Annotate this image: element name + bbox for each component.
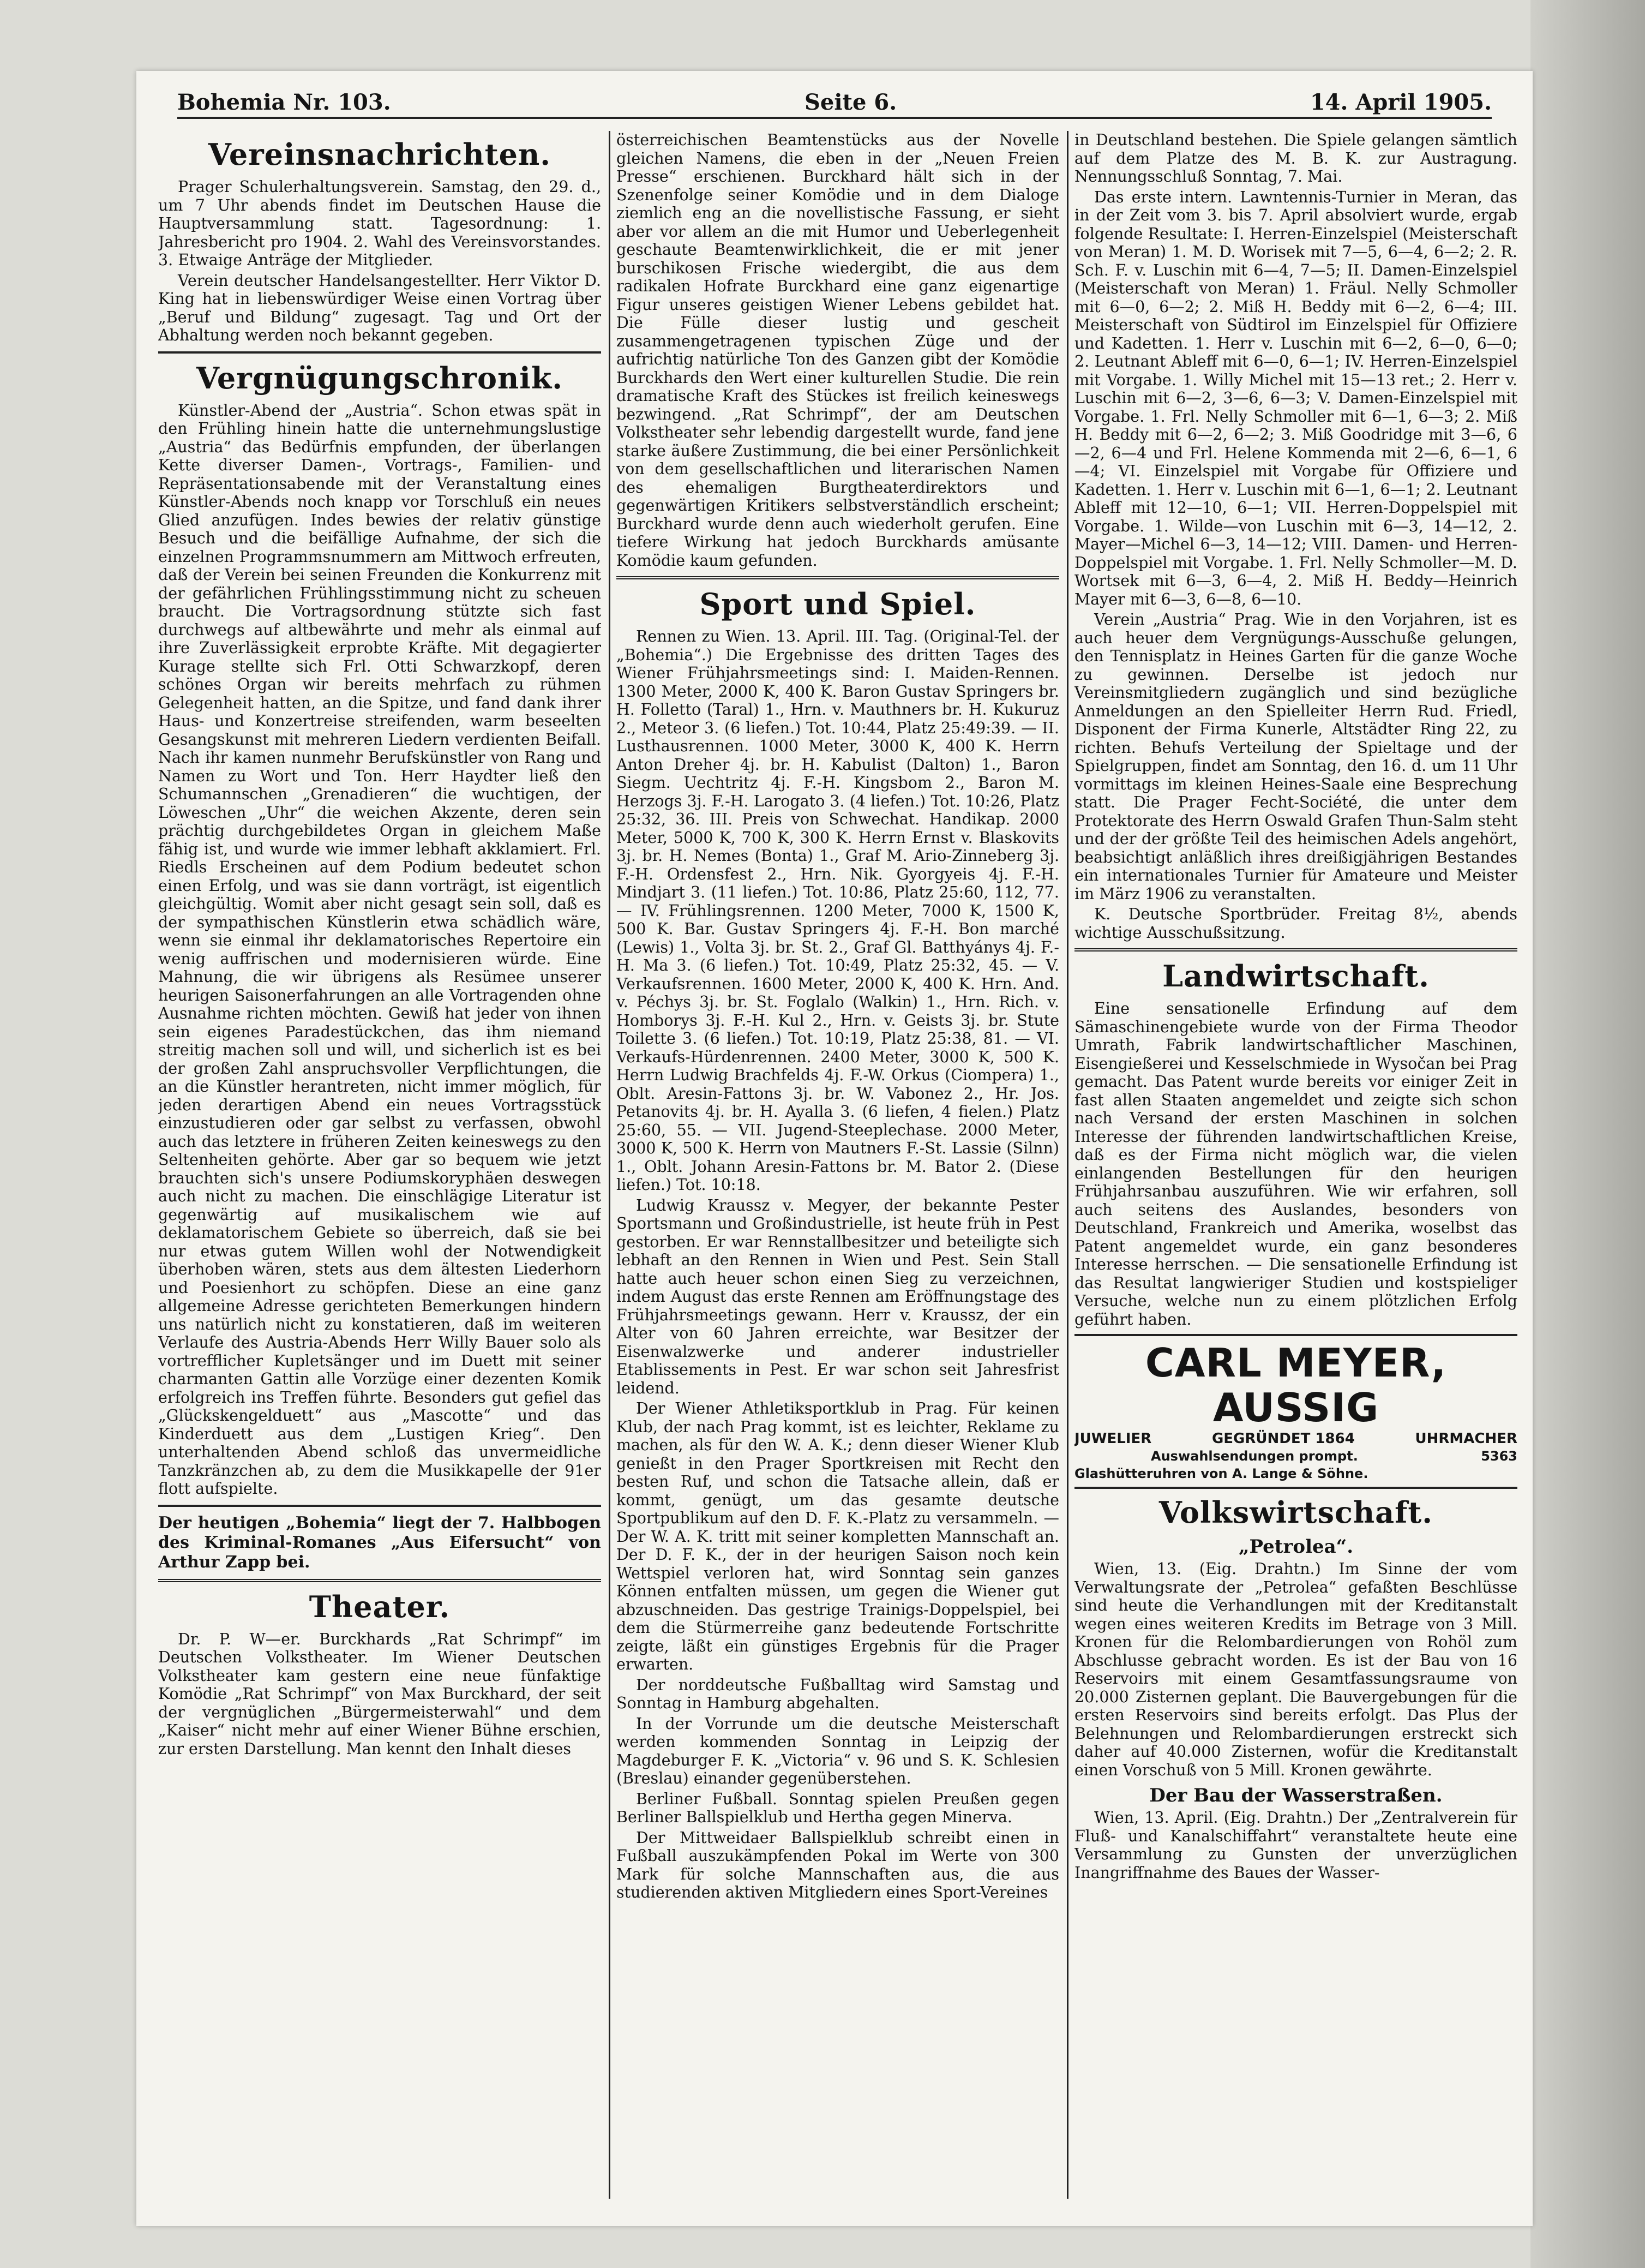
ad-text: JUWELIER [1074, 1431, 1152, 1447]
article-paragraph: Dr. P. W—er. Burckhards „Rat Schrimpf“ im Deutschen Volkstheater. Im Wiener Deutschen Volkstheater kam gestern eine neue fünfaktige Komödie „Rat Schrimpf“ von Max Burckhard, der seit der vergnüglichen „Bürgermeisterwahl“ und dem „Kaiser“ nicht mehr auf einer Wiener Bühne erschien, zur ersten Darstellung. Man kennt den Inhalt dieses [158, 1630, 601, 1758]
masthead-date: 14. April 1905. [1310, 89, 1492, 115]
article-paragraph: Prager Schulerhaltungsverein. Samstag, den 29. d., um 7 Uhr abends findet im Deutschen Hause die Hauptversammlung statt. Tagesordnung: 1. Jahresbericht pro 1904. 2. Wahl des Vereinsvorstandes. 3. Etwaige Anträge der Mitglieder. [158, 178, 601, 269]
article-paragraph: in Deutschland bestehen. Die Spiele gelangen sämtlich auf dem Platze des M. B. K. zur Austragung. Nennungsschluß Sonntag, 7. Mai. [1074, 131, 1517, 185]
masthead [177, 85, 1492, 119]
article-paragraph: Das erste intern. Lawntennis-Turnier in Meran, das in der Zeit vom 3. bis 7. April absolviert wurde, ergab folgende Resultate: I. Herren-Einzelspiel (Meisterschaft von Meran) 1. M. D. Worisek mit 7—5, 6—4, 6—2; 2. R. Sch. F. v. Luschin mit 6—4, 7—5; II. Damen-Einzelspiel (Meisterschaft von Meran) 1. Fräul. Nelly Schmoller mit 6—0, 6—2; 2. Miß H. Beddy mit 6—2, 6—4; III. Meisterschaft von Südtirol im Einzelspiel für Offiziere und Kadetten. 1. Herr v. Luschin mit 6—2, 6—0, 6—0; 2. Leutnant Ableff mit 6—0, 6—1; IV. Herren-Einzelspiel mit Vorgabe. 1. Willy Michel mit 15—13 ret.; 2. Herr v. Luschin mit 6—2, 3—6, 6—3; V. Damen-Einzelspiel mit Vorgabe. 1. Frl. Nelly Schmoller mit 6—1, 6—3; 2. Miß H. Beddy mit 6—2, 6—2; 3. Miß Goodridge mit 3—6, 6—2, 6—4 und Frl. Helene Kommenda mit 2—6, 6—1, 6—4; VI. Einzelspiel mit Vorgabe für Offiziere und Kadetten. 1. Herr v. Luschin mit 6—1, 6—1; 2. Leutnant Ableff mit 12—10, 6—1; VII. Herren-Doppelspiel mit Vorgabe. 1. Wilde—von Luschin mit 6—3, 14—12, 2. Mayer—Michel 6—3, 14—12; VIII. Damen- und Herren-Doppelspiel mit Vorgabe. 1. Frl. Nelly Schmoller—M. D. Wortsek mit 6—3, 6—4, 2. Miß H. Beddy—Heinrich Mayer mit 6—3, 6—8, 6—10. [1074, 188, 1517, 608]
section-title-landwirtschaft: Landwirtschaft. [1162, 959, 1430, 994]
article-paragraph: Berliner Fußball. Sonntag spielen Preußen gegen Berliner Ballspielklub und Hertha gegen Minerva. [616, 1790, 1059, 1826]
article-paragraph: Verein „Austria“ Prag. Wie in den Vorjahren, ist es auch heuer dem Vergnügungs-Ausschuße gelungen, den Tennisplatz in Heines Garten für die ganze Woche zu gewinnen. Derselbe ist jedoch nur Vereinsmitgliedern zugänglich und sind bezügliche Anmeldungen an den Spielleiter Herrn Rud. Friedl, Disponent der Firma Kunerle, Altstädter Ring 22, zu richten. Behufs Verteilung der Spieltage und der Spielgruppen, findet am Sonntag, den 16. d. um 11 Uhr vormittags im kleinen Heines-Saale eine Besprechung statt. Die Prager Fecht-Société, die unter dem Protektorate des Herrn Oswald Grafen Thun-Salm steht und der der größte Teil des heimischen Adels angehört, beabsichtigt anläßlich ihres dreißigjährigen Bestandes ein internationales Turnier für Amateure und Meister im März 1906 zu veranstalten. [1074, 611, 1517, 903]
column-1 [158, 131, 601, 2204]
column-rule [1067, 131, 1068, 2199]
article-paragraph: Eine sensationelle Erfindung auf dem Sämaschinengebiete wurde von der Firma Theodor Umrath, Fabrik landwirtschaftlicher Maschinen, Eisengießerei und Kesselschmiede in Wysočan bei Prag gemacht. Das Patent wurde bereits vor einiger Zeit in fast allen Staaten angemeldet und zeigte sich schon nach Versand der ersten Maschinen in solchen Interesse der führenden landwirtschaftlichen Kreise, daß es der Firma nicht möglich war, die vielen einlangenden Bestellungen für den heurigen Frühjahrsanbau auszuführen. Wie wir erfahren, soll auch seitens des Auslandes, besonders von Deutschland, Frankreich und Amerika, woselbst das Patent angemeldet wurde, ein ganz besonderes Interesse herrschen. — Die sensationelle Erfindung ist das Resultat langwieriger Studien und kostspieliger Versuche, welche nun zu einem plötzlichen Erfolg geführt haben. [1074, 1000, 1517, 1329]
article-paragraph: Wien, 13. April. (Eig. Drahtn.) Der „Zentralverein für Fluß- und Kanalschiffahrt“ veranstaltete heute eine Versammlung zu Gunsten der unverzüglichen Inangriffnahme des Baues der Wasser- [1074, 1809, 1517, 1882]
section-divider [616, 576, 1059, 579]
ad-text: GEGRÜNDET 1864 [1211, 1431, 1355, 1447]
article-paragraph: Rennen zu Wien. 13. April. III. Tag. (Original-Tel. der „Bohemia“.) Die Ergebnisse des dritten Tages des Wiener Frühjahrsmeetings sind: I. Maiden-Rennen. 1300 Meter, 2000 K, 400 K. Baron Gustav Springers br. H. Folletto (Taral) 1., Hrn. v. Mauthners br. H. Kukuruz 2., Meteor 3. (6 liefen.) Tot. 10:44, Platz 25:49:39. — II. Lusthausrennen. 1000 Meter, 3000 K, 400 K. Herrn Anton Dreher 4j. br. H. Kabulist (Dalton) 1., Baron Siegm. Uechtritz 4j. F.-H. Kingsbom 2., Baron M. Herzogs 3j. F.-H. Larogato 3. (4 liefen.) Tot. 10:26, Platz 25:32, 36. III. Preis von Schwechat. Handikap. 2000 Meter, 5000 K, 700 K, 300 K. Herrn Ernst v. Blaskovits 3j. br. H. Nemes (Bonta) 1., Graf M. Ario-Zinneberg 3j. F.-H. Ordensfest 2., Hrn. Nik. Gyorgyeis 4j. F.-H. Mindjart 3. (11 liefen.) Tot. 10:86, Platz 25:60, 112, 77. — IV. Frühlingsrennen. 1200 Meter, 7000 K, 1500 K, 500 K. Bar. Gustav Springers 4j. F.-H. Bon marché (Lewis) 1., Volta 3j. br. St. 2., Graf Gl. Batthyánys 4j. F.-H. Ma 3. (6 liefen.) Tot. 10:49, Platz 25:32, 45. — V. Verkaufsrennen. 1600 Meter, 2000 K, 400 K. Hrn. And. v. Péchys 3j. br. St. Foglalo (Walkin) 1., Hrn. Rich. v. Homborys 3j. F.-H. Kul 2., Hrn. v. Geists 3j. br. Stute Toilette 3. (6 liefen.) Tot. 10:19, Platz 25:38, 81. — VI. Verkaufs-Hürdenrennen. 2400 Meter, 3000 K, 500 K. Herrn Ludwig Brachfelds 4j. F.-W. Orkus (Ciompera) 1., Oblt. Aresin-Fattons 3j. br. W. Vabonez 2., Hr. Jos. Petanovits 4j. br. H. Ayalla 3. (6 liefen, 4 fielen.) Platz 25:60, 55. — VII. Jugend-Steeplechase. 2000 Meter, 3000 K, 500 K. Herrn von Mautners F.-St. Lassie (Silnn) 1., Oblt. Johann Aresin-Fattons br. M. Bator 2. (Diese liefen.) Tot. 10:18. [616, 627, 1059, 1194]
article-paragraph: Verein deutscher Handelsangestellter. Herr Viktor D. King hat in liebenswürdiger Weise einen Vortrag über „Beruf und Bildung“ zugesagt. Tag und Ort der Abhaltung werden noch bekannt gegeben. [158, 271, 601, 344]
ad-text: 5363 [1481, 1449, 1517, 1464]
supplement-notice: Der heutigen „Bohemia“ liegt der 7. Halbbogen des Kriminal-Romanes „Aus Eifersucht“ von Arthur Zapp bei. [158, 1513, 601, 1572]
ad-text: Glashütteruhren von A. Lange & Söhne. [1074, 1466, 1368, 1481]
masthead-issue: Bohemia Nr. 103. [177, 89, 391, 115]
article-paragraph: Künstler-Abend der „Austria“. Schon etwas spät in den Frühling hinein hatte die unternehmungslustige „Austria“ das Bedürfnis empfunden, der überlangen Kette diverser Damen-, Vortrags-, Familien- und Repräsentationsabende mit der Veranstaltung eines Künstler-Abends noch knapp vor Torschluß ein neues Glied anzufügen. Indes bewies der relativ günstige Besuch und die beifällige Aufnahme, der sich die einzelnen Programmsnummern am Mittwoch erfreuten, daß der Verein bei seinen Freunden die Konkurrenz mit der gefährlichen Frühlingsstimmung nicht zu scheuen braucht. Die Vortragsordnung stützte sich fast durchwegs auf altbewährte und mehr als einmal auf ihre Zuverlässigkeit erprobte Kräfte. Mit degagierter Kurage stellte sich Frl. Otti Schwarzkopf, deren schönes Organ wir bereits mehrfach zu rühmen Gelegenheit hatten, an die Spitze, und fand dank ihrer Haus- und Konzertreise streifenden, warm beseelten Gesangskunst mit mehreren Liedern verdienten Beifall. Nach ihr kamen nunmehr Berufskünstler von Rang und Namen zu Wort und Ton. Herr Haydter ließ den Schumannschen „Grenadieren“ die wuchtigen, der Löweschen „Uhr“ die weichen Akzente, deren sein prächtig durchgebildetes Organ in gleichem Maße fähig ist, und wurde wie immer lebhaft akklamiert. Frl. Riedls Erscheinen auf dem Podium bedeutet schon einen Erfolg, und was sie dann vorträgt, ist eigentlich gleichgültig. Womit aber nicht gesagt sein soll, daß es der sympathischen Künstlerin etwa schädlich wäre, wenn sie einmal ihr deklamatorisches Repertoire ein wenig auffrischen und modernisieren würde. Eine Mahnung, die wir übrigens als Resümee unserer heurigen Saisonerfahrungen an alle Vortragenden ohne Ausnahme richten möchten. Gewiß hat jeder von ihnen sein eigenes Paradestückchen, das ihm niemand streitig machen soll und will, und sicherlich ist es bei der großen Zahl anspruchsvoller Verpflichtungen, die an die Künstler herantreten, nicht immer möglich, für jeden derartigen Abend ein neues Vortragsstück einzustudieren oder gar selbst zu verfassen, obwohl auch das letztere in früheren Zeiten keineswegs zu den Seltenheiten gehörte. Aber gar so bequem wie jetzt brauchten sich's unsere Podiumskoryphäen deswegen auch nicht zu machen. Die einschlägige Literatur ist gegenwärtig auf musikalischem wie auf deklamatorischem Gebiete so überreich, daß sie bei nur etwas gutem Willen wohl der Notwendigkeit überhoben wären, stets aus dem ältesten Liederhorn und Poesienhort zu schöpfen. Diese an eine ganz allgemeine Adresse gerichteten Bemerkungen hindern uns natürlich nicht zu konstatieren, daß im weiteren Verlaufe des Austria-Abends Herr Willy Bauer solo als vortrefflicher Kupletsänger und im Duett mit seiner charmanten Gattin alle Vorzüge einer dezenten Komik erfolgreich ins Treffen führte. Besonders gut gefiel das „Glückskengelduett“ aus „Mascotte“ und das Kinderduett aus dem „Lustigen Krieg“. Den unterhaltenden Abend schloß das unvermeidliche Tanzkränzchen ab, zu dem die Musikkapelle der 91er flott aufspielte. [158, 401, 601, 1498]
section-title-vereinsnachrichten: Vereinsnachrichten. [208, 137, 551, 172]
column-rule [609, 131, 610, 2199]
article-paragraph: Der Mittweidaer Ballspielklub schreibt einen in Fußball auszukämpfenden Pokal im Werte von 300 Mark für solche Mannschaften aus, die aus studierenden aktiven Mitgliedern eines Sport-Vereines [616, 1828, 1059, 1901]
newspaper-page [136, 71, 1533, 2226]
article-paragraph: Der Wiener Athletiksportklub in Prag. Für keinen Klub, der nach Prag kommt, ist es leichter, Reklame zu machen, als für den W. A. K.; denn dieser Wiener Klub genießt in den Prager Sportkreisen mit Recht den besten Ruf, und schon die Tatsache allein, daß er kommt, genügt, um das gesamte deutsche Sportpublikum auf den D. F. K.-Platz zu versammeln. — Der W. A. K. tritt mit seiner kompletten Mannschaft an. Der D. F. K., der in der heurigen Saison noch kein Wettspiel verloren hat, wird Sonntag sein ganzes Können entfalten müssen, um gegen die Wiener gut abzuschneiden. Das gestrige Trainigs-Doppelspiel, bei dem die Stürmerreihe ganz bedeutende Fortschritte zeigte, läßt ein günstiges Ergebnis für die Prager erwarten. [616, 1399, 1059, 1673]
ad-line [1074, 1430, 1517, 1447]
ad-text: Auswahlsendungen prompt. [1151, 1449, 1358, 1464]
section-title-volkswirtschaft: Volkswirtschaft. [1158, 1495, 1433, 1530]
scan-shadow [1530, 0, 1645, 2268]
advertisement-carl-meyer [1074, 1334, 1517, 1489]
article-headline: „Petrolea“. [1238, 1536, 1354, 1558]
ad-line [1074, 1447, 1517, 1465]
ad-company-name: CARL MEYER, AUSSIG [1145, 1340, 1447, 1431]
masthead-page-number: Seite 6. [805, 89, 897, 115]
section-divider [158, 1505, 601, 1507]
article-headline: Der Bau der Wasserstraßen. [1149, 1785, 1443, 1806]
column-2 [616, 131, 1059, 2204]
article-paragraph: Der norddeutsche Fußballtag wird Samstag und Sonntag in Hamburg abgehalten. [616, 1675, 1059, 1712]
column-3 [1074, 131, 1517, 2204]
article-paragraph: K. Deutsche Sportbrüder. Freitag 8½, abends wichtige Ausschußsitzung. [1074, 905, 1517, 942]
section-title-vergnuegungschronik: Vergnügungschronik. [196, 360, 563, 396]
article-paragraph: In der Vorrunde um die deutsche Meisterschaft werden kommenden Sonntag in Leipzig der Magdeburger F. K. „Victoria“ v. 96 und S. K. Schlesien (Breslau) einander gegenüberstehen. [616, 1714, 1059, 1787]
article-paragraph: Ludwig Kraussz v. Megyer, der bekannte Pester Sportsmann und Großindustrielle, ist heute früh in Pest gestorben. Er war Rennstallbesitzer und beteiligte sich lebhaft an den Rennen in Wien und Pest. Sein Stall hatte auch heuer schon einen Sieg zu verzeichnen, indem August das erste Rennen am Eröffnungstage des Frühjahrsmeetings gewann. Herr v. Kraussz, der ein Alter von 60 Jahren erreichte, war Besitzer der Eisenwalzwerke und anderer industrieller Etablissements in Pest. Er war schon seit Jahresfrist leidend. [616, 1196, 1059, 1397]
ad-line [1074, 1465, 1517, 1482]
article-paragraph: österreichischen Beamtenstücks aus der Novelle gleichen Namens, die eben in der „Neuen Freien Presse“ erschienen. Burckhard hält sich in der Szenenfolge seiner Komödie und in dem Dialoge ziemlich eng an die novellistische Fassung, er sieht aber vor allem an die mit Humor und Ueberlegenheit geschaute Beamtenwirklichkeit, die er mit jener burschikosen Frische wiedergibt, die aus dem radikalen Hofrate Burckhard eine ganz eigenartige Figur unseres geistigen Wiener Lebens gebildet hat. Die Fülle dieser lustig und gescheit zusammengetragenen typischen Züge und der aufrichtig natürliche Ton des Ganzen gibt der Komödie Burckhards den Wert einer kulturellen Studie. Die rein dramatische Kraft des Stückes ist freilich keineswegs bezwingend. „Rat Schrimpf“, der am Deutschen Volkstheater sehr lebendig dargestellt wurde, fand jene starke äußere Zustimmung, die bei einer Persönlichkeit von dem gesellschaftlichen und literarischen Namen des ehemaligen Burgtheaterdirektors und gegenwärtigen Kritikers selbstverständlich erscheint; Burckhard wurde denn auch wiederholt gerufen. Eine tiefere Wirkung hat jedoch Burckhards amüsante Komödie kaum gefunden. [616, 131, 1059, 570]
ad-text: UHRMACHER [1415, 1431, 1517, 1447]
section-title-sport-und-spiel: Sport und Spiel. [699, 587, 976, 621]
section-divider [158, 1579, 601, 1582]
section-title-theater: Theater. [309, 1589, 451, 1624]
article-paragraph: Wien, 13. (Eig. Drahtn.) Im Sinne der vom Verwaltungsrate der „Petrolea“ gefaßten Beschlüsse sind heute die Verhandlungen mit der Kreditanstalt wegen eines weiteren Kredits im Betrage von 3 Mill. Kronen für die Relombardierungen von Rohöl zum Abschlusse gebracht worden. Es ist der Bau von 16 Reservoirs mit einem Gesamtfassungsraume von 20.000 Zisternen geplant. Die Bauvergebungen für die ersten Reservoirs sind bereits erfolgt. Das Plus der Belehnungen und Relombardierungen erstreckt sich daher auf 40.000 Zisternen, wofür die Kreditanstalt einen Vorschuß von 5 Mill. Kronen gewährte. [1074, 1560, 1517, 1779]
section-divider [158, 351, 601, 354]
section-divider [1074, 948, 1517, 952]
